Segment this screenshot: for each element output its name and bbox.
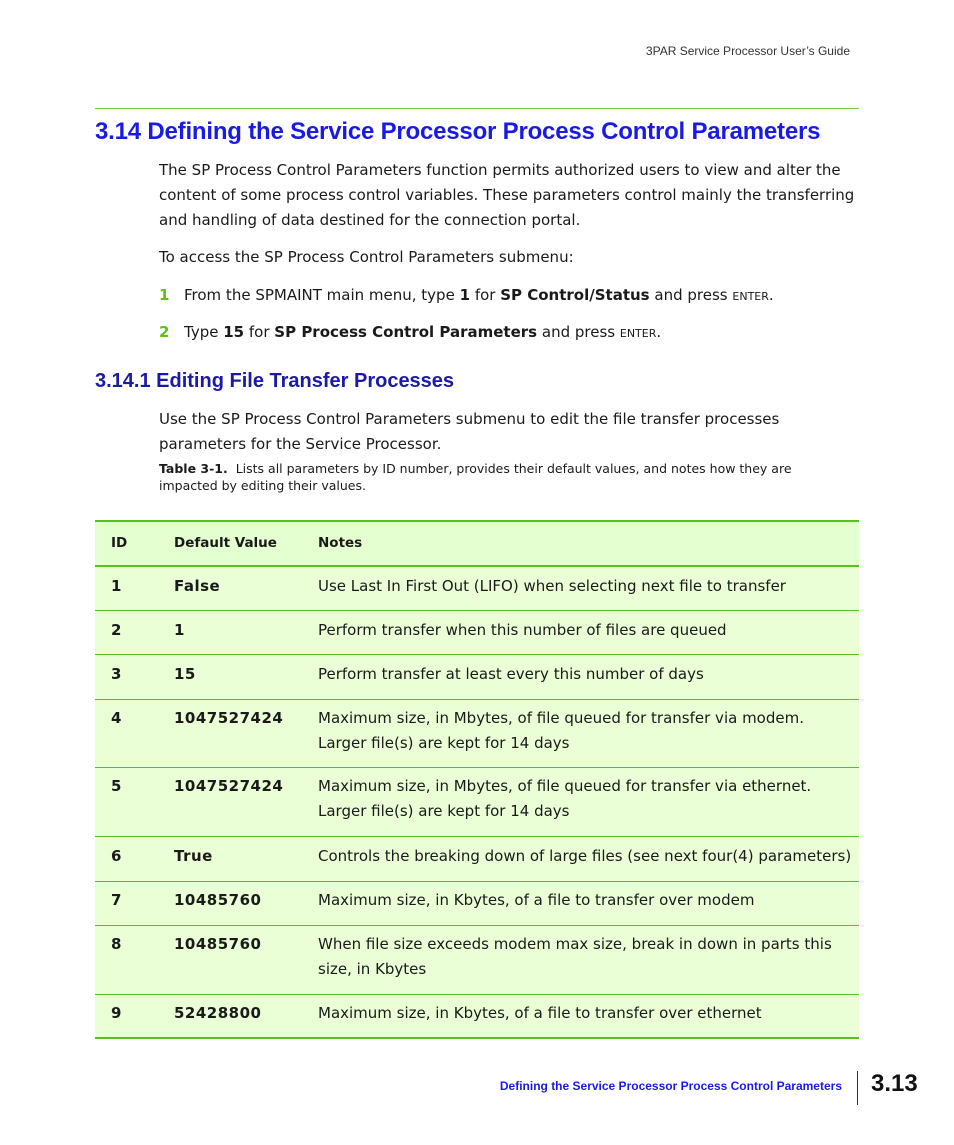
key-name: ENTER <box>619 327 657 340</box>
row-notes: Controls the breaking down of large files (see next four(4) parameters) <box>318 847 852 865</box>
header-rule <box>95 108 859 109</box>
row-default: 10485760 <box>174 935 262 953</box>
row-default: False <box>174 577 221 595</box>
row-id: 8 <box>111 935 122 953</box>
footer-divider <box>857 1071 858 1105</box>
row-default: 1047527424 <box>174 777 284 795</box>
step-number: 1 <box>159 286 170 304</box>
row-default: 10485760 <box>174 891 262 909</box>
parameters-table <box>95 520 859 1039</box>
table-row <box>95 837 859 882</box>
row-id: 9 <box>111 1004 122 1022</box>
header-id: ID <box>111 535 128 551</box>
header-default-value: Default Value <box>174 535 277 551</box>
row-notes: Use Last In First Out (LIFO) when selecting next file to transfer <box>318 577 786 595</box>
table-row <box>95 700 859 768</box>
key-name: ENTER <box>732 290 769 303</box>
step-1: 1 From the SPMAINT main menu, type 1 for SP Control/Status and press ENTER. <box>159 286 774 304</box>
table-row <box>95 995 859 1039</box>
caption-text: Lists all parameters by ID number, provides their default values, and notes how they are impacted by editing their values. <box>159 461 792 493</box>
row-id: 2 <box>111 621 122 639</box>
table-row <box>95 611 859 655</box>
page-number: 3.13 <box>871 1070 918 1097</box>
footer-section-title: Defining the Service Processor Process Control Parameters <box>499 1079 842 1093</box>
row-id: 3 <box>111 665 122 683</box>
row-default: 15 <box>174 665 196 683</box>
row-id: 7 <box>111 891 122 909</box>
table-row <box>95 926 859 995</box>
section-title: 3.14 Defining the Service Processor Process Control Parameters <box>95 118 821 145</box>
row-notes: Maximum size, in Mbytes, of file queued for transfer via modem. Larger file(s) are kept for 14 days <box>318 709 804 752</box>
header-notes: Notes <box>318 535 363 551</box>
row-default: 1047527424 <box>174 709 284 727</box>
table-row <box>95 882 859 926</box>
row-default: 1 <box>174 621 185 639</box>
table-row <box>95 768 859 837</box>
row-default: True <box>174 847 213 865</box>
row-notes: Maximum size, in Mbytes, of file queued for transfer via ethernet. Larger file(s) are kept for 14 days <box>318 777 812 820</box>
row-id: 6 <box>111 847 122 865</box>
row-notes: Perform transfer at least every this number of days <box>318 665 704 683</box>
caption-label: Table 3-1. <box>159 461 228 476</box>
row-default: 52428800 <box>174 1004 262 1022</box>
access-text: To access the SP Process Control Parameters submenu: <box>159 248 574 266</box>
section-intro: The SP Process Control Parameters function permits authorized users to view and alter the content of some process control variables. These parameters control mainly the transferring and handling of data destined for the connection portal. <box>159 161 855 229</box>
row-notes: Perform transfer when this number of files are queued <box>318 621 727 639</box>
table-row <box>95 567 859 611</box>
table-caption <box>159 460 849 494</box>
subsection-intro: Use the SP Process Control Parameters submenu to edit the file transfer processes parameters for the Service Processor. <box>159 410 780 453</box>
row-id: 4 <box>111 709 122 727</box>
row-id: 5 <box>111 777 122 795</box>
table-header-row <box>95 522 859 567</box>
subsection-title: 3.14.1 Editing File Transfer Processes <box>95 370 455 392</box>
row-notes: Maximum size, in Kbytes, of a file to transfer over modem <box>318 891 755 909</box>
table-row <box>95 655 859 700</box>
row-id: 1 <box>111 577 122 595</box>
running-header: 3PAR Service Processor User’s Guide <box>645 44 850 58</box>
row-notes: Maximum size, in Kbytes, of a file to transfer over ethernet <box>318 1004 762 1022</box>
step-2: 2 Type 15 for SP Process Control Parameters and press ENTER. <box>159 323 662 341</box>
step-number: 2 <box>159 323 170 341</box>
row-notes: When file size exceeds modem max size, break in down in parts this size, in Kbytes <box>318 935 832 978</box>
